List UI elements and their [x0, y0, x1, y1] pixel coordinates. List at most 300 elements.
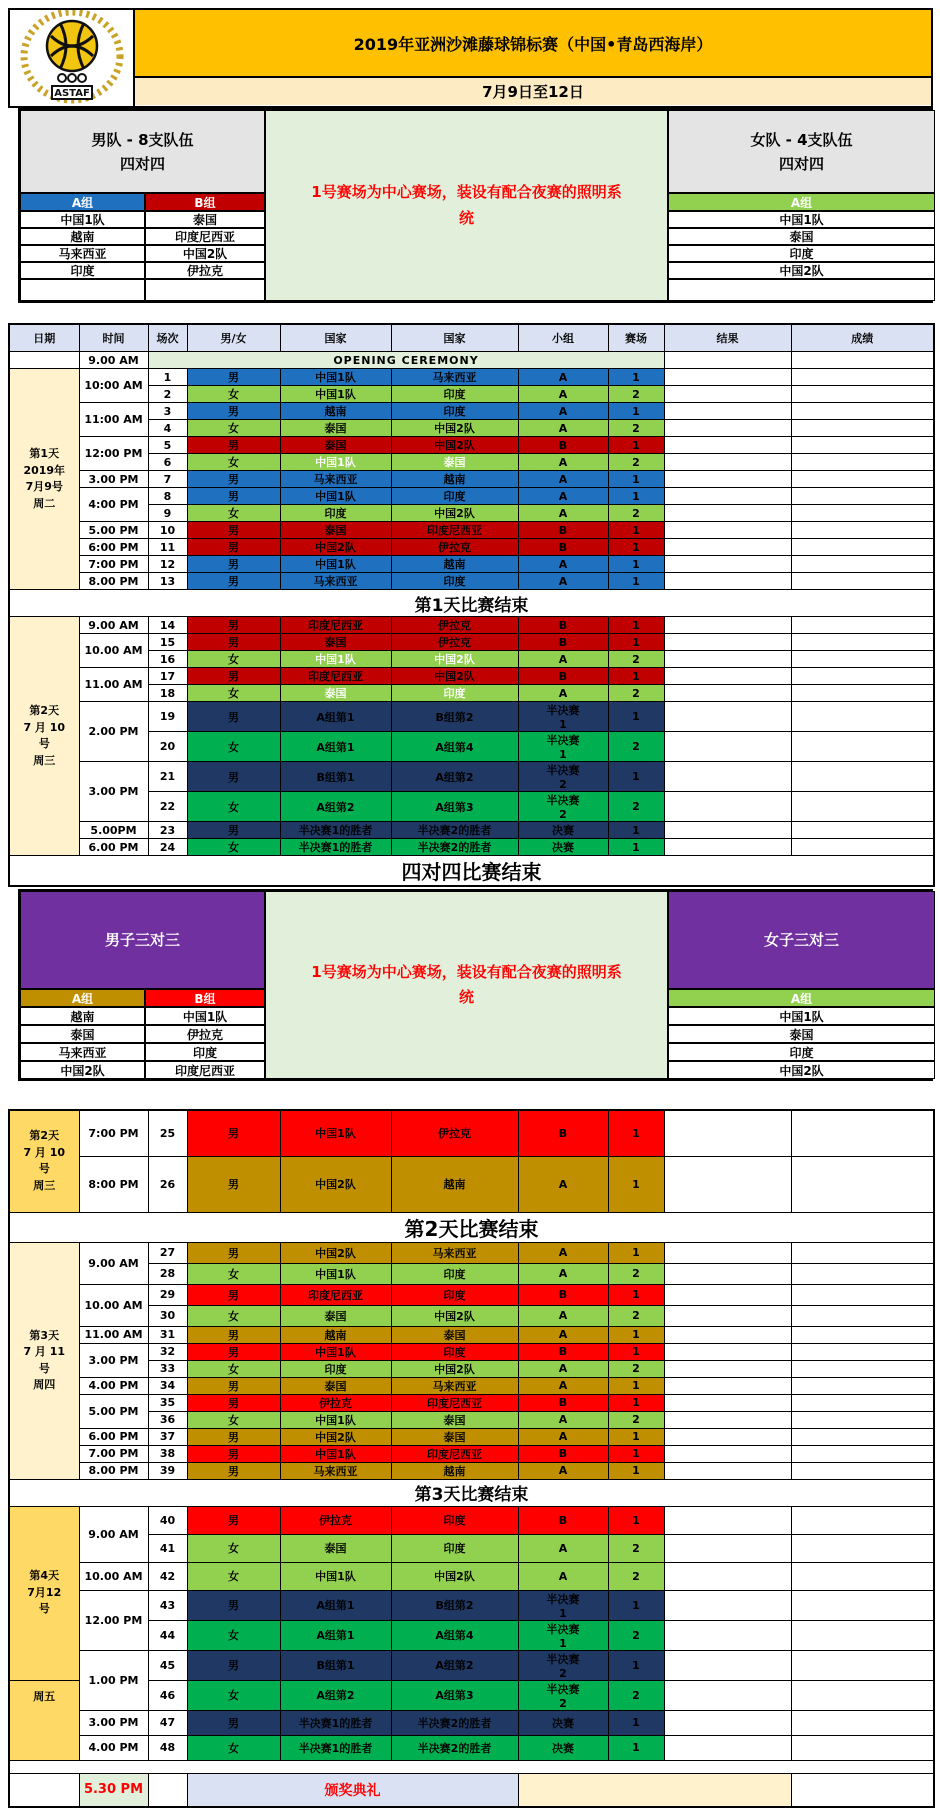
court-cell: 1 [608, 1462, 664, 1479]
result-cell [664, 762, 791, 792]
result-cell [664, 1326, 791, 1343]
time-cell: 10.00 AM [79, 634, 148, 668]
page-header [8, 8, 933, 108]
court-cell: 2 [608, 1680, 664, 1710]
match-no-cell: 16 [148, 651, 187, 668]
result-cell [664, 471, 791, 488]
team-cell: 泰国 [668, 1025, 935, 1043]
score-cell [791, 1343, 934, 1360]
gender-cell: 男 [187, 1506, 280, 1534]
gender-cell: 女 [187, 1620, 280, 1650]
right-title: 女队 - 4支队伍 四对四 [668, 110, 935, 193]
col-header-国家: 国家 [280, 324, 391, 352]
time-cell: 6.00 PM [79, 1428, 148, 1445]
group-cell: B [518, 437, 608, 454]
court-cell: 1 [608, 488, 664, 505]
team1-cell: 印度 [280, 505, 391, 522]
col-header-日期: 日期 [9, 324, 79, 352]
gender-cell: 男 [187, 1110, 280, 1156]
team-cell: 中国1队 [668, 1007, 935, 1025]
court-cell: 1 [608, 1394, 664, 1411]
time-cell: 4.00 PM [79, 1735, 148, 1760]
group-cell: A [518, 1411, 608, 1428]
team1-cell: 中国1队 [280, 1110, 391, 1156]
team2-cell: 中国2队 [391, 651, 518, 668]
time-cell: 8.00 PM [79, 1462, 148, 1479]
score-cell [791, 1242, 934, 1263]
score-cell [791, 1462, 934, 1479]
team2-cell: 中国2队 [391, 420, 518, 437]
result-cell [664, 369, 791, 386]
gender-cell: 女 [187, 1562, 280, 1590]
gender-cell: 女 [187, 386, 280, 403]
gender-cell: 男 [187, 1590, 280, 1620]
time-cell: 10:00 AM [79, 369, 148, 403]
empty-cell [145, 279, 265, 301]
time-cell: 5.00PM [79, 822, 148, 839]
score-cell [791, 1562, 934, 1590]
group-cell: A [518, 1562, 608, 1590]
match-no-cell: 24 [148, 839, 187, 856]
gender-cell: 女 [187, 1305, 280, 1326]
gender-cell: 男 [187, 634, 280, 651]
court-cell: 2 [608, 1305, 664, 1326]
time-cell: 1.00 PM [79, 1650, 148, 1710]
match-no-cell: 6 [148, 454, 187, 471]
match-no-cell: 14 [148, 617, 187, 634]
time-cell: 7:00 PM [79, 556, 148, 573]
court-cell: 1 [608, 839, 664, 856]
team-cell: 中国2队 [20, 1061, 145, 1079]
group-cell: A [518, 1326, 608, 1343]
result-cell [664, 437, 791, 454]
score-cell [791, 651, 934, 668]
gender-cell: 女 [187, 732, 280, 762]
team1-cell: 中国1队 [280, 1343, 391, 1360]
gender-cell: 男 [187, 488, 280, 505]
court-cell: 1 [608, 1710, 664, 1735]
score-cell [791, 732, 934, 762]
group-cell: A [518, 1534, 608, 1562]
match-no-cell: 29 [148, 1284, 187, 1305]
match-no-cell: 23 [148, 822, 187, 839]
score-cell [791, 1305, 934, 1326]
col-header-国家: 国家 [391, 324, 518, 352]
group-cell: B [518, 539, 608, 556]
group-cell: A [518, 573, 608, 590]
result-cell [664, 1263, 791, 1284]
team2-cell: 印度尼西亚 [391, 1445, 518, 1462]
group-cell: A [518, 1242, 608, 1263]
gender-cell: 男 [187, 1377, 280, 1394]
court-cell: 1 [608, 369, 664, 386]
group-cell: B [518, 1394, 608, 1411]
result-cell [664, 505, 791, 522]
team1-cell: 泰国 [280, 1305, 391, 1326]
score-cell [791, 668, 934, 685]
match-no-cell: 38 [148, 1445, 187, 1462]
match-no-cell: 15 [148, 634, 187, 651]
court-cell: 1 [608, 539, 664, 556]
group-cell: A [518, 1462, 608, 1479]
team2-cell: 泰国 [391, 1411, 518, 1428]
team-cell: 伊拉克 [145, 262, 265, 279]
group-cell: 半决赛 1 [518, 702, 608, 732]
team1-cell: 中国2队 [280, 1156, 391, 1212]
group-cell: B [518, 1110, 608, 1156]
team-cell: 中国1队 [145, 1007, 265, 1025]
right-title: 女子三对三 [668, 891, 935, 989]
team1-cell: 中国1队 [280, 1411, 391, 1428]
result-cell [664, 1506, 791, 1534]
time-cell: 3.00 PM [79, 762, 148, 822]
right-group-header: A组 [668, 193, 935, 211]
score-cell [791, 1773, 934, 1807]
court-cell: 1 [608, 1326, 664, 1343]
court-cell: 1 [608, 1377, 664, 1394]
match-no-cell: 3 [148, 403, 187, 420]
team-cell: 越南 [20, 1007, 145, 1025]
match-no-cell: 19 [148, 702, 187, 732]
time-cell: 8.00 PM [79, 573, 148, 590]
result-cell [664, 839, 791, 856]
group-cell: A [518, 420, 608, 437]
gender-cell: 男 [187, 1326, 280, 1343]
team2-cell: 半决赛2的胜者 [391, 1735, 518, 1760]
date-cell: 第4天 7月12 号 [9, 1506, 79, 1680]
gender-cell: 男 [187, 1394, 280, 1411]
event-dates: 7月9日至12日 [135, 78, 931, 105]
match-no-cell: 48 [148, 1735, 187, 1760]
result-cell [664, 386, 791, 403]
time-cell: 11.00 AM [79, 668, 148, 702]
astaf-logo [10, 10, 135, 106]
team2-cell: 越南 [391, 471, 518, 488]
match-no-cell: 34 [148, 1377, 187, 1394]
col-header-结果: 结果 [664, 324, 791, 352]
team-cell: 马来西亚 [20, 245, 145, 262]
score-cell [791, 762, 934, 792]
group-cell: 决赛 [518, 1710, 608, 1735]
result-cell [664, 617, 791, 634]
match-no-cell: 8 [148, 488, 187, 505]
score-cell [791, 634, 934, 651]
court-cell: 2 [608, 386, 664, 403]
gender-cell: 男 [187, 522, 280, 539]
team1-cell: A组第2 [280, 792, 391, 822]
match-no-cell: 42 [148, 1562, 187, 1590]
team2-cell: 印度 [391, 488, 518, 505]
team2-cell: 泰国 [391, 1428, 518, 1445]
match-no-cell: 45 [148, 1650, 187, 1680]
team-cell: 马来西亚 [20, 1043, 145, 1061]
award-time-cell: 5.30 PM [79, 1773, 148, 1807]
time-cell: 9.00 AM [79, 617, 148, 634]
match-no-cell: 26 [148, 1156, 187, 1212]
match-no-cell: 25 [148, 1110, 187, 1156]
team-cell: 中国2队 [145, 245, 265, 262]
time-cell: 10.00 AM [79, 1562, 148, 1590]
date-empty-cell [9, 1773, 79, 1807]
score-cell [791, 792, 934, 822]
gender-cell: 女 [187, 685, 280, 702]
team2-cell: 印度尼西亚 [391, 1394, 518, 1411]
gender-cell: 女 [187, 454, 280, 471]
team1-cell: 中国2队 [280, 539, 391, 556]
court-cell: 1 [608, 471, 664, 488]
center-court-note: 1号赛场为中心赛场，装设有配合夜赛的照明系统 [265, 110, 668, 301]
gender-cell: 男 [187, 822, 280, 839]
result-cell [664, 1620, 791, 1650]
group-cell: 决赛 [518, 839, 608, 856]
team2-cell: 中国2队 [391, 437, 518, 454]
score-cell [791, 437, 934, 454]
score-cell [791, 1284, 934, 1305]
gender-cell: 男 [187, 1445, 280, 1462]
team1-cell: A组第1 [280, 1590, 391, 1620]
team1-cell: 中国1队 [280, 556, 391, 573]
opening-ceremony-cell: OPENING CEREMONY [148, 352, 664, 369]
group-grid [18, 889, 933, 1081]
group-cell: B [518, 1445, 608, 1462]
col-header-时间: 时间 [79, 324, 148, 352]
team2-cell: 印度 [391, 1343, 518, 1360]
team1-cell: 半决赛1的胜者 [280, 1735, 391, 1760]
result-cell [664, 454, 791, 471]
time-cell: 4.00 PM [79, 1377, 148, 1394]
group-section-4v4 [0, 108, 940, 303]
score-cell [791, 1360, 934, 1377]
team1-cell: 泰国 [280, 634, 391, 651]
match-no-cell: 47 [148, 1710, 187, 1735]
match-no-cell: 5 [148, 437, 187, 454]
team2-cell: 中国2队 [391, 505, 518, 522]
score-cell [791, 1650, 934, 1680]
time-cell: 12.00 PM [79, 1590, 148, 1650]
team1-cell: 越南 [280, 403, 391, 420]
match-no-cell: 27 [148, 1242, 187, 1263]
score-cell [791, 403, 934, 420]
group-cell: 半决赛 2 [518, 792, 608, 822]
time-cell: 5.00 PM [79, 1394, 148, 1428]
match-no-cell: 44 [148, 1620, 187, 1650]
court-cell: 2 [608, 792, 664, 822]
match-no-cell: 13 [148, 573, 187, 590]
result-cell [664, 1445, 791, 1462]
match-no-cell: 40 [148, 1506, 187, 1534]
gender-cell: 女 [187, 1680, 280, 1710]
date-cell: 第2天 7 月 10 号 周三 [9, 1110, 79, 1212]
empty-cell [20, 279, 145, 301]
schedule-table [8, 323, 935, 887]
team1-cell: 泰国 [280, 685, 391, 702]
score-cell [791, 556, 934, 573]
team2-cell: B组第2 [391, 1590, 518, 1620]
match-no-cell: 28 [148, 1263, 187, 1284]
group-cell: A [518, 369, 608, 386]
team-cell: 印度 [20, 262, 145, 279]
date-cell: 第3天 7 月 11 号 周四 [9, 1242, 79, 1479]
team-cell: 伊拉克 [145, 1025, 265, 1043]
team1-cell: 半决赛1的胜者 [280, 822, 391, 839]
court-cell: 1 [608, 1650, 664, 1680]
team2-cell: 马来西亚 [391, 369, 518, 386]
score-cell [791, 1394, 934, 1411]
result-cell [664, 352, 791, 369]
group-cell: A [518, 386, 608, 403]
team1-cell: 泰国 [280, 1377, 391, 1394]
group-cell: B [518, 1284, 608, 1305]
schedule-table-3v3 [0, 1109, 940, 1808]
team2-cell: B组第2 [391, 702, 518, 732]
gender-cell: 男 [187, 369, 280, 386]
result-cell [664, 1242, 791, 1263]
match-no-cell: 17 [148, 668, 187, 685]
score-cell [791, 369, 934, 386]
score-cell [791, 505, 934, 522]
court-cell: 1 [608, 1110, 664, 1156]
astaf-logo-graphic [20, 10, 124, 106]
team1-cell: 中国1队 [280, 1445, 391, 1462]
score-cell [791, 702, 934, 732]
match-no-cell: 10 [148, 522, 187, 539]
group-cell: B [518, 634, 608, 651]
team1-cell: 伊拉克 [280, 1506, 391, 1534]
col-header-赛场: 赛场 [608, 324, 664, 352]
court-cell: 2 [608, 420, 664, 437]
group-cell: B [518, 1343, 608, 1360]
result-cell [664, 1710, 791, 1735]
award-tail-cell [518, 1773, 791, 1807]
center-court-note: 1号赛场为中心赛场，装设有配合夜赛的照明系统 [265, 891, 668, 1079]
match-no-cell: 30 [148, 1305, 187, 1326]
score-cell [791, 1428, 934, 1445]
team-cell: 越南 [20, 228, 145, 245]
team1-cell: 泰国 [280, 420, 391, 437]
group-cell: 决赛 [518, 1735, 608, 1760]
result-cell [664, 1411, 791, 1428]
group-cell: A [518, 685, 608, 702]
team-cell: 印度尼西亚 [145, 228, 265, 245]
group-cell: B [518, 668, 608, 685]
time-cell: 3.00 PM [79, 1710, 148, 1735]
team1-cell: B组第1 [280, 1650, 391, 1680]
group-cell: A [518, 1305, 608, 1326]
team-cell: 中国2队 [668, 1061, 935, 1079]
gender-cell: 女 [187, 792, 280, 822]
gender-cell: 女 [187, 505, 280, 522]
court-cell: 1 [608, 1506, 664, 1534]
court-cell: 1 [608, 1735, 664, 1760]
team1-cell: 印度尼西亚 [280, 668, 391, 685]
score-cell [791, 1590, 934, 1620]
gender-cell: 女 [187, 1360, 280, 1377]
gender-cell: 女 [187, 651, 280, 668]
group-A组-header: A组 [20, 989, 145, 1007]
group-cell: B [518, 1506, 608, 1534]
gender-cell: 男 [187, 1650, 280, 1680]
group-cell: A [518, 1428, 608, 1445]
match-no-cell: 39 [148, 1462, 187, 1479]
group-cell: A [518, 403, 608, 420]
court-cell: 1 [608, 668, 664, 685]
divider-第2天比赛结束: 第2天比赛结束 [9, 1212, 934, 1242]
team1-cell: 泰国 [280, 1534, 391, 1562]
team-cell: 泰国 [145, 211, 265, 228]
match-no-cell: 22 [148, 792, 187, 822]
team2-cell: 印度 [391, 685, 518, 702]
group-cell: A [518, 1377, 608, 1394]
court-cell: 2 [608, 1360, 664, 1377]
gender-cell: 女 [187, 1534, 280, 1562]
team1-cell: 印度尼西亚 [280, 617, 391, 634]
score-cell [791, 1506, 934, 1534]
time-cell: 7:00 PM [79, 1110, 148, 1156]
team2-cell: A组第2 [391, 1650, 518, 1680]
team2-cell: 中国2队 [391, 1562, 518, 1590]
result-cell [664, 702, 791, 732]
team2-cell: A组第3 [391, 792, 518, 822]
team1-cell: A组第1 [280, 1620, 391, 1650]
result-cell [664, 822, 791, 839]
court-cell: 2 [608, 651, 664, 668]
score-cell [791, 1445, 934, 1462]
team2-cell: 印度 [391, 1534, 518, 1562]
group-cell: A [518, 505, 608, 522]
court-cell: 2 [608, 1534, 664, 1562]
result-cell [664, 539, 791, 556]
court-cell: 1 [608, 822, 664, 839]
group-cell: A [518, 488, 608, 505]
result-cell [664, 1394, 791, 1411]
match-no-cell: 12 [148, 556, 187, 573]
team2-cell: 伊拉克 [391, 1110, 518, 1156]
group-grid [18, 108, 933, 303]
time-cell: 10.00 AM [79, 1284, 148, 1326]
court-cell: 2 [608, 1620, 664, 1650]
score-cell [791, 420, 934, 437]
group-cell: A [518, 471, 608, 488]
court-cell: 1 [608, 403, 664, 420]
gender-cell: 女 [187, 1735, 280, 1760]
divider-四对四比赛结束: 四对四比赛结束 [9, 856, 934, 887]
spacer-row [9, 1760, 934, 1773]
group-section-3v3 [0, 889, 940, 1081]
gender-cell: 男 [187, 617, 280, 634]
score-cell [791, 1534, 934, 1562]
court-cell: 2 [608, 685, 664, 702]
team1-cell: 泰国 [280, 437, 391, 454]
empty-cell [668, 279, 935, 301]
team2-cell: 泰国 [391, 1326, 518, 1343]
team1-cell: 印度尼西亚 [280, 1284, 391, 1305]
match-no-cell: 32 [148, 1343, 187, 1360]
result-cell [664, 685, 791, 702]
gender-cell: 男 [187, 437, 280, 454]
match-no-cell: 20 [148, 732, 187, 762]
result-cell [664, 792, 791, 822]
group-cell: A [518, 1156, 608, 1212]
court-cell: 1 [608, 1428, 664, 1445]
match-no-cell: 36 [148, 1411, 187, 1428]
match-no-cell: 9 [148, 505, 187, 522]
score-cell [791, 1263, 934, 1284]
result-cell [664, 1680, 791, 1710]
group-B组-header: B组 [145, 989, 265, 1007]
match-no-cell: 4 [148, 420, 187, 437]
score-cell [791, 1710, 934, 1735]
group-cell: 半决赛 1 [518, 1620, 608, 1650]
